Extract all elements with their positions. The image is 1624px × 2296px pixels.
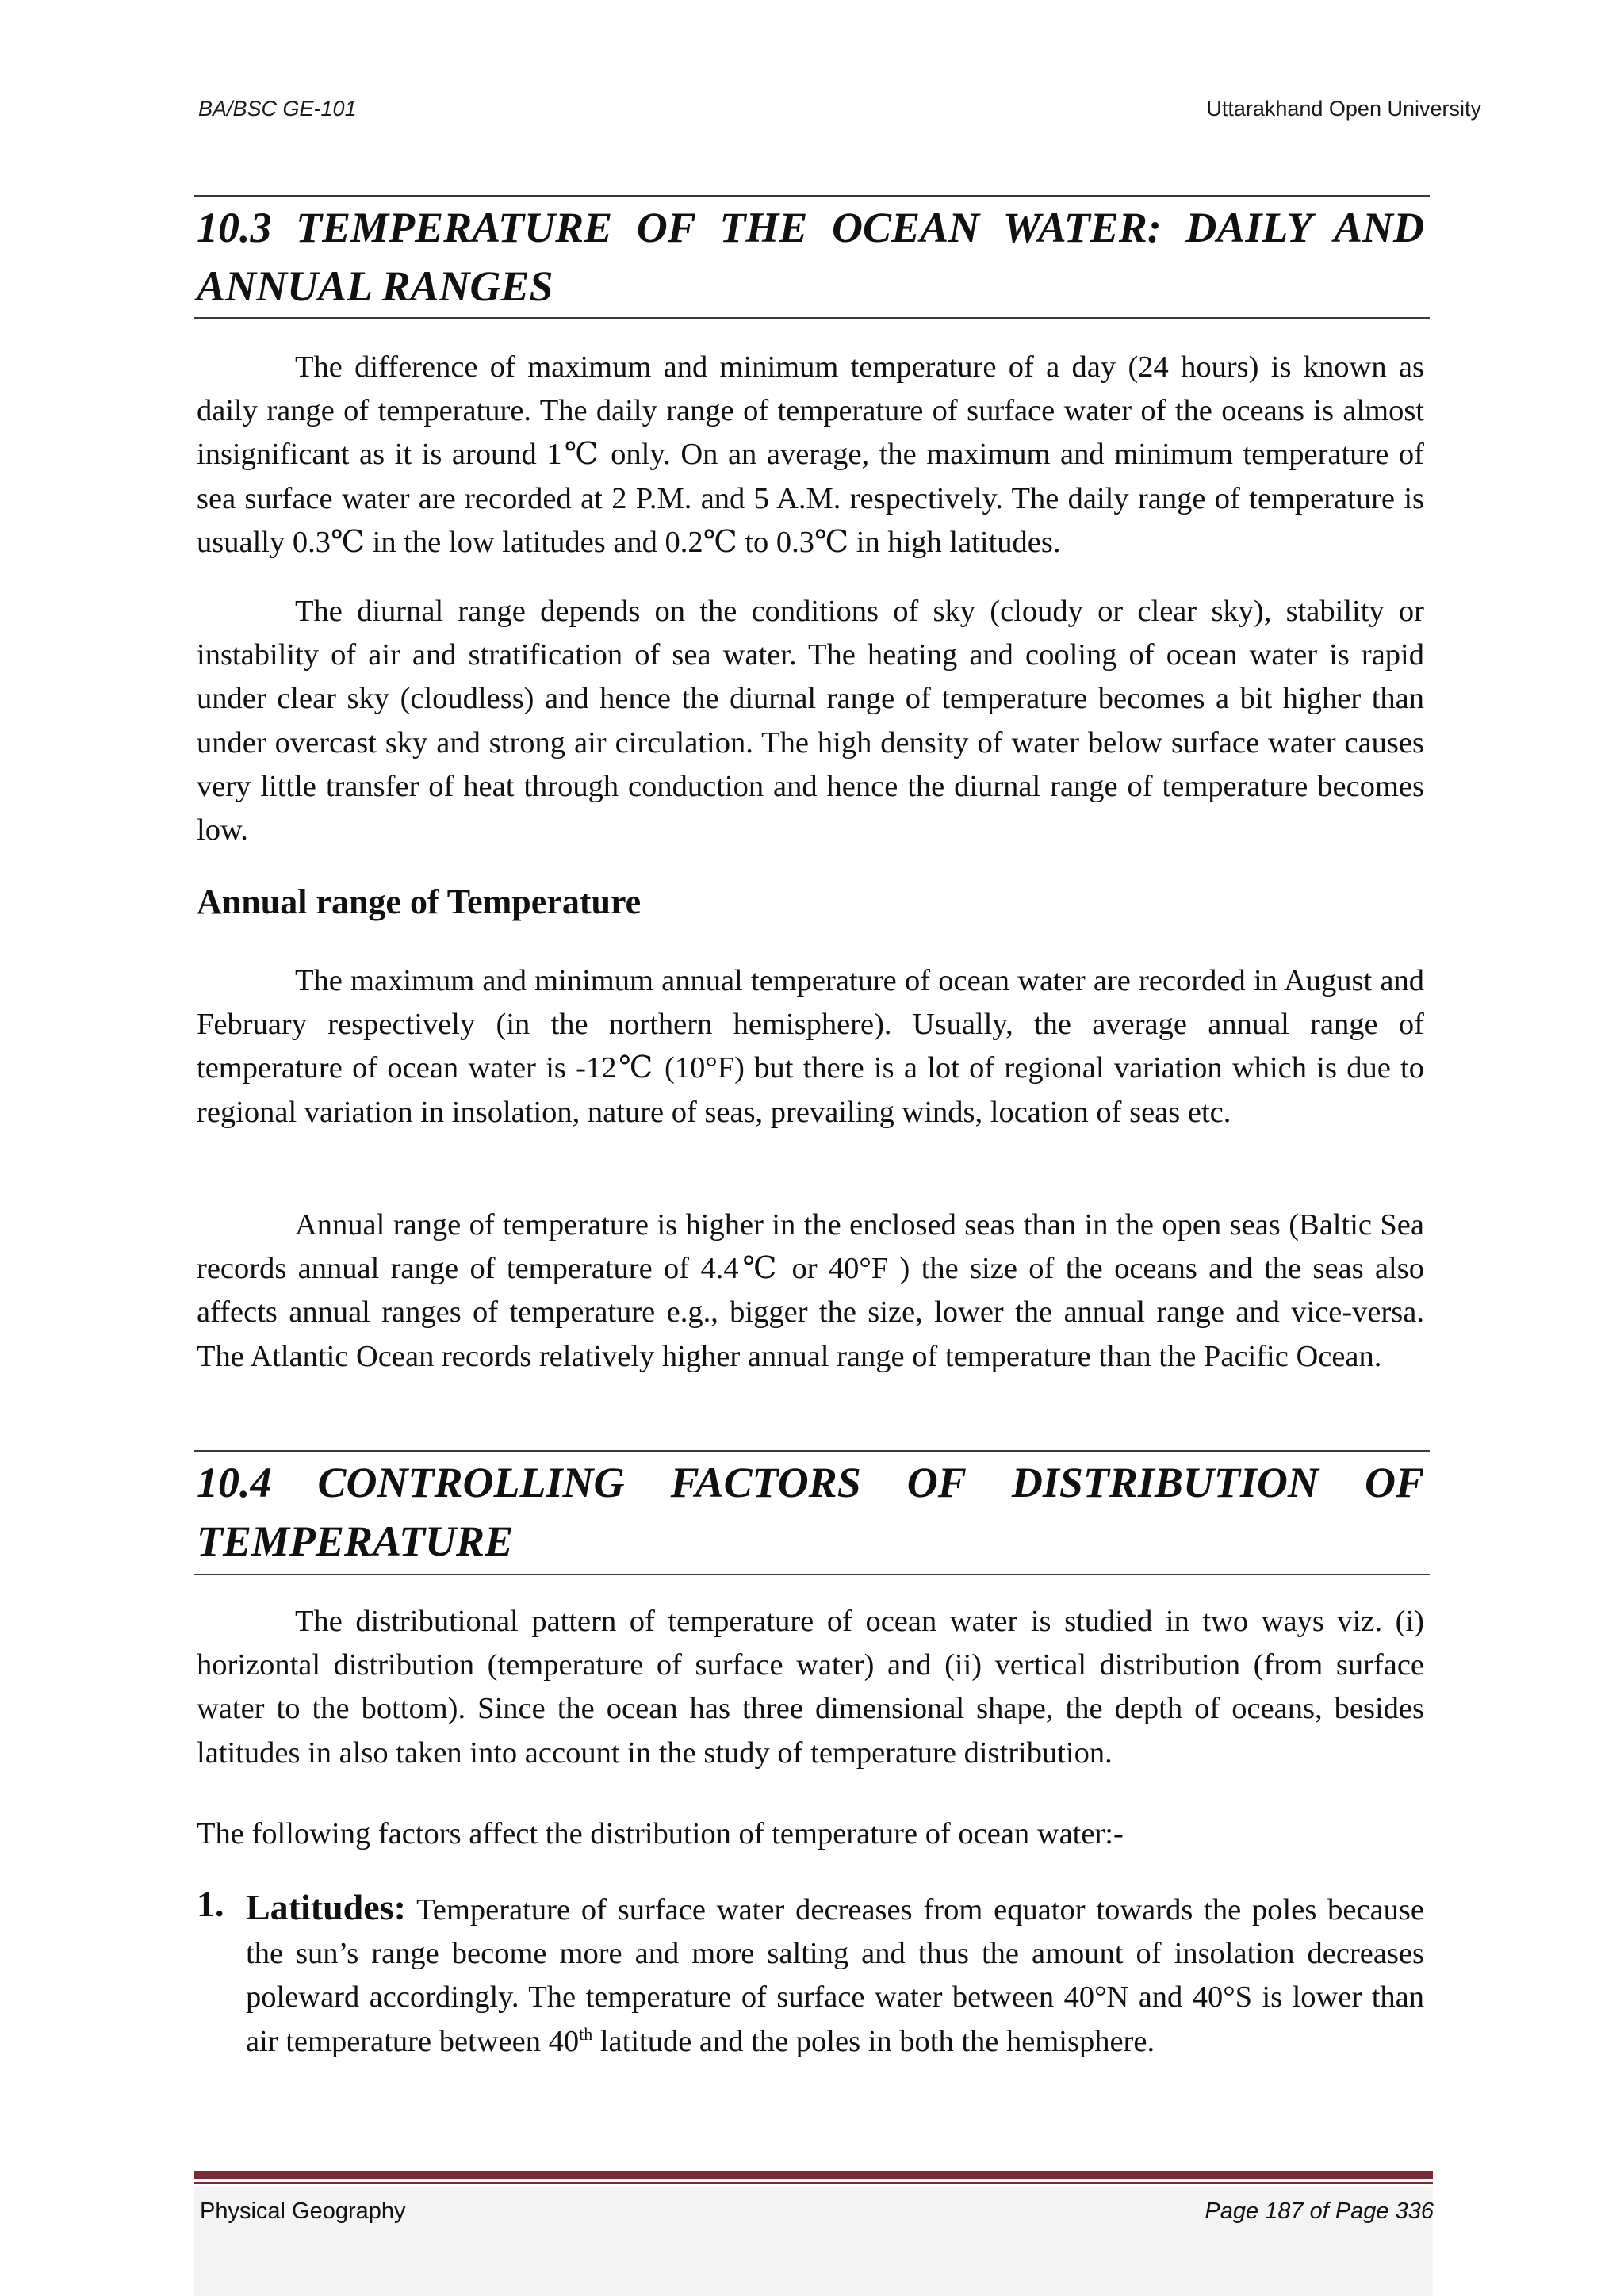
section-bottom-rule <box>194 317 1430 319</box>
factors-list <box>197 1885 1424 2064</box>
annual-range-paragraph-1: The maximum and minimum annual temperature of ocean water are recorded in August and February respectively (in the northern hemisphere). Usually, the average annual range of temperature of ocean water is -12℃ (10°F) but there is a lot of regional variation which is due to regional variation in insolation, nature of seas, prevailing winds, location of seas etc. <box>197 964 1424 1129</box>
section-10-4-title-line2: TEMPERATURE <box>197 1517 514 1565</box>
section-10-4-title <box>197 1453 1424 1571</box>
section-10-3-title <box>197 198 1424 316</box>
header-university: Uttarakhand Open University <box>1206 97 1481 121</box>
list-item <box>197 1885 1424 2064</box>
section-10-4-title-line1: 10.4 CONTROLLING FACTORS OF DISTRIBUTION OF <box>197 1459 1424 1506</box>
section-bottom-rule <box>194 1574 1430 1575</box>
factors-intro: The following factors affect the distribution of temperature of ocean water:- <box>197 1817 1124 1850</box>
section-10-3-title-line2: ANNUAL RANGES <box>197 262 553 310</box>
distribution-paragraph: The distributional pattern of temperature of ocean water is studied in two ways viz. (i) horizontal distribution (temperature of surface water) and (ii) vertical distribution (from surface water to the bottom). Since the ocean has three dimensional shape, the depth of oceans, besides latitudes in also taken into account in the study of temperature distribution. <box>197 1605 1424 1770</box>
annual-range-paragraph-2: Annual range of temperature is higher in the enclosed seas than in the open seas (Baltic Sea records annual range of temperature of 4.4℃ or 40°F ) the size of the oceans and the seas also affects annual ranges of temperature e.g., bigger the size, lower the annual range and vice-versa. The Atlantic Ocean records relatively higher annual range of temperature than the Pacific Ocean. <box>197 1208 1424 1373</box>
daily-range-paragraph: The difference of maximum and minimum temperature of a day (24 hours) is known as daily range of temperature. The daily range of temperature of surface water of the oceans is almost insignificant as it is around 1℃ only. On an average, the maximum and minimum temperature of sea surface water are recorded at 2 P.M. and 5 A.M. respectively. The daily range of temperature is usually 0.3℃ in the low latitudes and 0.2℃ to 0.3℃ in high latitudes. <box>197 350 1424 559</box>
footer-subject: Physical Geography <box>200 2198 406 2224</box>
footer-rule <box>194 2171 1433 2179</box>
footer-rule-thin <box>194 2182 1433 2184</box>
list-item-superscript: th <box>579 2023 593 2044</box>
section-top-rule <box>194 195 1430 197</box>
diurnal-range-paragraph: The diurnal range depends on the conditions of sky (cloudy or clear sky), stability or instability of air and stratification of sea water. The heating and cooling of ocean water is rapid under clear sky (cloudless) and hence the diurnal range of temperature becomes a bit higher than under overcast sky and strong air circulation. The high density of water below surface water causes very little transfer of heat through conduction and hence the diurnal range of temperature becomes low. <box>197 595 1424 848</box>
list-item-term: Latitudes: <box>246 1887 406 1927</box>
annual-range-subheading: Annual range of Temperature <box>197 882 642 921</box>
header-course-code: BA/BSC GE-101 <box>198 97 357 121</box>
list-item-text-continued: latitude and the poles in both the hemisphere. <box>599 2024 1155 2058</box>
section-10-3-title-line1: 10.3 TEMPERATURE OF THE OCEAN WATER: DAILY AND <box>197 204 1424 251</box>
section-top-rule <box>194 1450 1430 1452</box>
list-item-number: 1. <box>197 1884 224 1924</box>
footer-page-number: Page 187 of Page 336 <box>1205 2198 1434 2224</box>
list-item-text: Temperature of surface water decreases from equator towards the poles because the sun’s range become more and more salting and thus the amount of insolation decreases poleward accordingly. The temperature of surface water between 40°N and 40°S is lower than air temperature between 40 <box>246 1893 1424 2058</box>
